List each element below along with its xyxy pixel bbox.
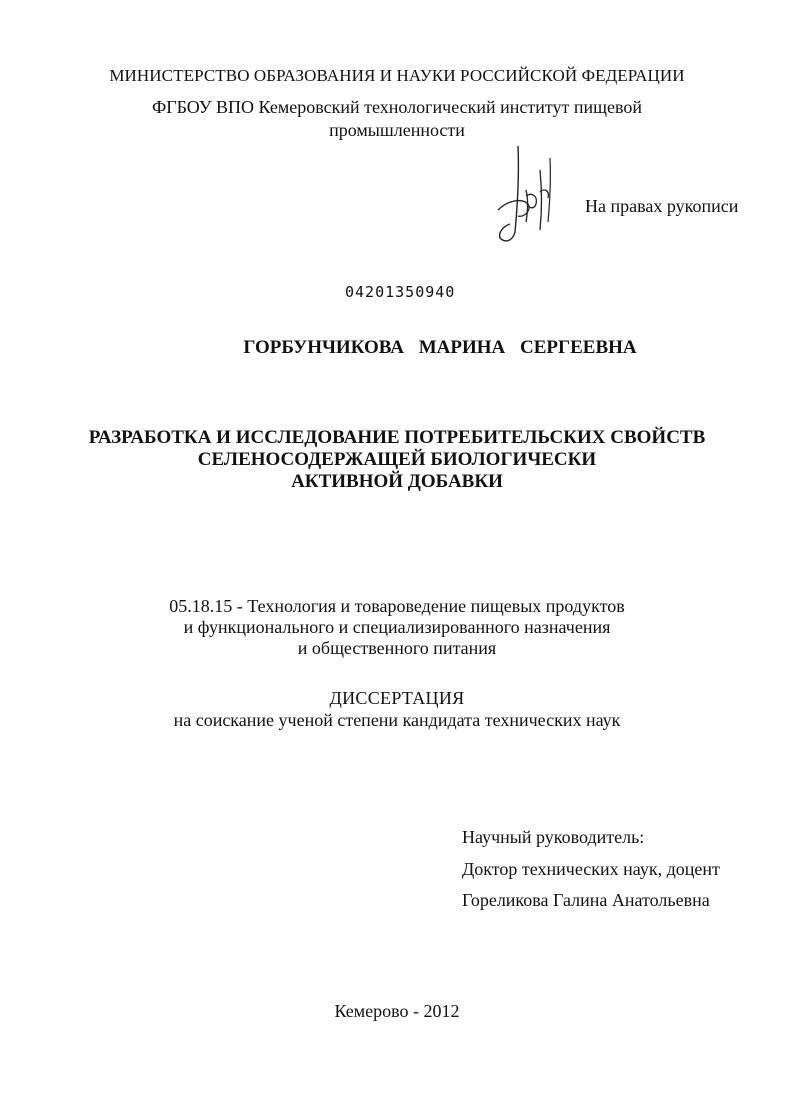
ministry-heading: МИНИСТЕРСТВО ОБРАЗОВАНИЯ И НАУКИ РОССИЙСКОЙ ФЕДЕРАЦИИ — [109, 66, 685, 85]
author-name: ГОРБУНЧИКОВА МАРИНА СЕРГЕЕВНА — [243, 337, 637, 358]
dissertation-label: ДИССЕРТАЦИЯ — [329, 688, 465, 708]
title-line2: СЕЛЕНОСОДЕРЖАЩЕЙ БИОЛОГИЧЕСКИ — [197, 449, 597, 470]
supervisor-name: Гореликова Галина Анатольевна — [462, 890, 710, 910]
handwritten-signature — [488, 140, 558, 245]
city-year: Кемерово - 2012 — [334, 1001, 460, 1021]
specialty-line2: и функционального и специализированного назначения — [183, 617, 611, 637]
specialty-line3: и общественного питания — [297, 638, 497, 658]
institute-name-line2: промышленности — [329, 120, 465, 140]
specialty-block — [0, 596, 794, 659]
degree-line: на соискание ученой степени кандидата технических наук — [173, 710, 621, 730]
dissertation-title — [0, 427, 794, 493]
title-line1: РАЗРАБОТКА И ИССЛЕДОВАНИЕ ПОТРЕБИТЕЛЬСКИХ СВОЙСТВ — [88, 427, 706, 448]
manuscript-rights-note: На правах рукописи — [585, 196, 739, 216]
specialty-line1: 05.18.15 - Технология и товароведение пищевых продуктов — [169, 596, 625, 616]
supervisor-label: Научный руководитель: — [462, 827, 645, 847]
title-line3: АКТИВНОЙ ДОБАВКИ — [291, 471, 503, 492]
supervisor-rank: Доктор технических наук, доцент — [462, 859, 720, 879]
catalog-code: 04201350940 — [345, 283, 456, 301]
institute-name-line1: ФГБОУ ВПО Кемеровский технологический институт пищевой — [151, 97, 643, 117]
